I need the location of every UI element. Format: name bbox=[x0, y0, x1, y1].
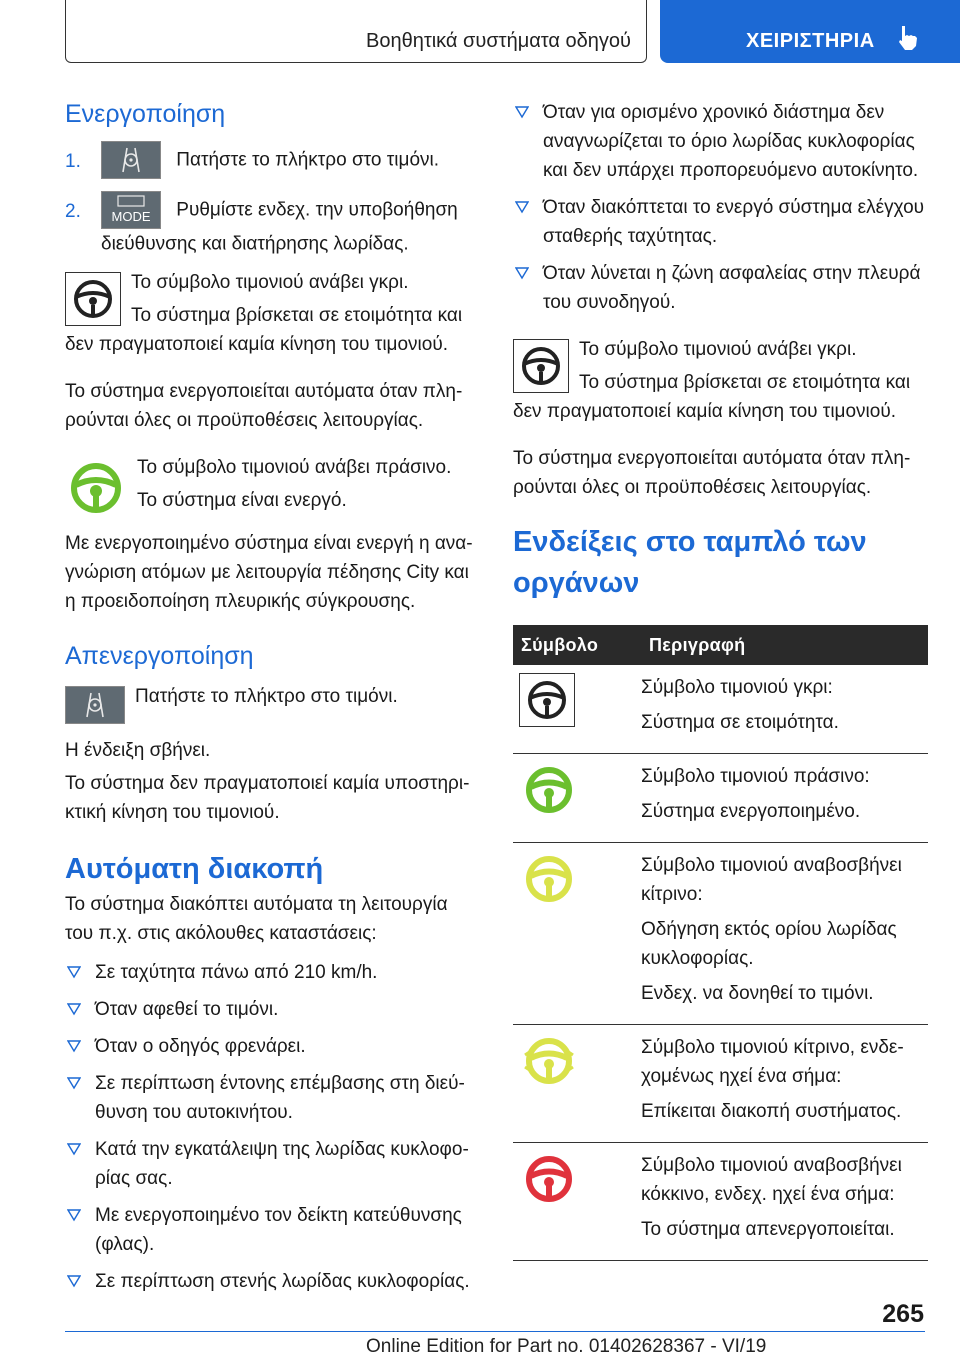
city-braking-note: Με ενεργοποιημένο σύστημα είναι ενεργή η αναγνώριση ατόμων με λειτουργία πέδησης City και η προειδοποίηση πλευρικής σύγκρουσης. bbox=[65, 532, 473, 612]
auto-stop-list bbox=[65, 958, 480, 1296]
mode-label: MODE bbox=[111, 208, 151, 224]
indicator-off-text: Η ένδειξη σβήνει. bbox=[65, 740, 211, 762]
table-header-row bbox=[513, 625, 928, 665]
bullet-triangle-icon bbox=[67, 1274, 81, 1288]
green-symbol-line1: Το σύμβολο τιμονιού ανάβει πράσινο. bbox=[137, 456, 452, 478]
green-symbol-line2: Το σύστημα είναι ενεργό. bbox=[137, 489, 347, 511]
bullet-triangle-icon bbox=[515, 266, 529, 280]
list-item: Με ενεργοποιημένο τον δείκτη κατεύθυνσης (φλας). bbox=[65, 1201, 480, 1259]
page-number: 265 bbox=[882, 1300, 924, 1328]
list-item: Όταν για ορισμένο χρονικό διάστημα δεν αναγνωρίζεται το όριο λωρίδας κυκλοφορίας και δεν υπάρχει προπορευόμενο αυτοκίνητο. bbox=[513, 98, 928, 185]
section-title: Βοηθητικά συστήματα οδηγού bbox=[366, 30, 631, 52]
steering-wheel-green-icon bbox=[65, 457, 127, 519]
grey-symbol-info bbox=[513, 335, 928, 426]
left-column bbox=[65, 98, 480, 1304]
bullet-triangle-icon bbox=[515, 105, 529, 119]
steering-wheel-grey-icon bbox=[65, 272, 121, 326]
deactivation-text: Πατήστε το πλήκτρο στο τιμόνι. bbox=[135, 686, 398, 708]
table-cell-text: Σύστημα ενεργοποιημένο. bbox=[641, 801, 861, 823]
auto-activation-text: Το σύστημα ενεργοποιείται αυτόματα όταν πληρούνται όλες οι προϋποθέσεις λειτουργίας. bbox=[513, 448, 911, 498]
auto-stop-heading: Αυτόματη διακοπή bbox=[65, 853, 324, 886]
table-row bbox=[513, 843, 928, 1025]
grey-symbol-line2: Το σύστημα βρίσκεται σε ετοιμότητα και δεν πραγματοποιεί καμία κίνηση του τιμονιού. bbox=[65, 304, 463, 355]
table-cell-text: Το σύστημα απενεργοποιείται. bbox=[641, 1219, 895, 1241]
steering-wheel-yellow-hands-icon bbox=[521, 1033, 577, 1089]
auto-stop-list-continued bbox=[513, 98, 928, 317]
auto-activation-text: Το σύστημα ενεργοποιείται αυτόματα όταν πληρούνται όλες οι προϋποθέσεις λειτουργίας. bbox=[65, 380, 463, 431]
lane-assist-button-icon bbox=[65, 686, 125, 724]
symbol-table bbox=[513, 625, 928, 1261]
instrument-display-heading: Ενδείξεις στο ταμπλό των οργάνων bbox=[513, 526, 867, 599]
no-support-text: Το σύστημα δεν πραγματοποιεί καμία υποστηρικτική κίνηση του τιμονιού. bbox=[65, 773, 470, 824]
table-row bbox=[513, 754, 928, 843]
activation-heading: Ενεργοποίηση bbox=[65, 100, 226, 128]
green-symbol-info bbox=[65, 453, 480, 515]
hand-pointer-icon bbox=[896, 24, 920, 52]
steering-wheel-green-icon bbox=[521, 762, 577, 818]
table-row bbox=[513, 1025, 928, 1143]
table-row bbox=[513, 665, 928, 754]
steering-wheel-yellow-icon bbox=[521, 851, 577, 907]
grey-symbol-line2: Το σύστημα βρίσκεται σε ετοιμότητα και δεν πραγματοποιεί καμία κίνηση του τιμονιού. bbox=[513, 372, 911, 422]
table-cell-text: Επίκειται διακοπή συστήματος. bbox=[641, 1101, 902, 1123]
list-item: Όταν ο οδηγός φρενάρει. bbox=[65, 1032, 480, 1061]
step-2-text: Ρυθμίστε ενδεχ. την υποβοήθηση διεύθυνσης και διατήρησης λωρίδας. bbox=[101, 199, 458, 254]
edition-footer: Online Edition for Part no. 01402628367 - VI/19 bbox=[366, 1336, 767, 1357]
grey-symbol-line1: Το σύμβολο τιμονιού ανάβει γκρι. bbox=[131, 271, 409, 293]
list-item: Σε περίπτωση στενής λωρίδας κυκλοφορίας. bbox=[65, 1267, 480, 1296]
bullet-triangle-icon bbox=[67, 1039, 81, 1053]
deactivation-step bbox=[65, 682, 480, 726]
bullet-triangle-icon bbox=[67, 1208, 81, 1222]
activation-step-2 bbox=[65, 191, 480, 258]
bullet-triangle-icon bbox=[67, 1002, 81, 1016]
table-row bbox=[513, 1143, 928, 1261]
controls-tab-label: ΧΕΙΡΙΣΤΗΡΙΑ bbox=[746, 30, 875, 52]
list-item: Σε ταχύτητα πάνω από 210 km/h. bbox=[65, 958, 480, 987]
list-item: Κατά την εγκατάλειψη της λωρίδας κυκλοφορίας σας. bbox=[65, 1135, 480, 1193]
list-item: Σε περίπτωση έντονης επέμβασης στη διεύθυνση του αυτοκινήτου. bbox=[65, 1069, 480, 1127]
table-cell-text: Οδήγηση εκτός ορίου λωρίδας κυκλοφορίας. bbox=[641, 919, 897, 970]
auto-stop-intro: Το σύστημα διακόπτει αυτόματα τη λειτουργία του π.χ. στις ακόλουθες καταστάσεις: bbox=[65, 894, 448, 945]
steering-wheel-grey-icon bbox=[513, 339, 569, 393]
step-number: 2. bbox=[65, 200, 81, 222]
mode-button-icon bbox=[101, 191, 161, 229]
column-header-symbol: Σύμβολο bbox=[513, 625, 641, 665]
footer-divider bbox=[65, 1331, 925, 1332]
table-cell-text: Σύμβολο τιμονιού αναβοσβήνει κόκκινο, ενδεχ. ηχεί ένα σήμα: bbox=[641, 1155, 902, 1206]
steering-wheel-red-icon bbox=[521, 1151, 577, 1207]
list-item: Όταν αφεθεί το τιμόνι. bbox=[65, 995, 480, 1024]
right-column bbox=[513, 98, 928, 1261]
deactivation-heading: Απενεργοποίηση bbox=[65, 641, 254, 670]
lane-assist-button-icon bbox=[101, 141, 161, 179]
grey-symbol-line1: Το σύμβολο τιμονιού ανάβει γκρι. bbox=[579, 339, 857, 360]
bullet-triangle-icon bbox=[515, 200, 529, 214]
grey-symbol-info bbox=[65, 268, 480, 359]
bullet-triangle-icon bbox=[67, 965, 81, 979]
controls-tab[interactable] bbox=[660, 0, 960, 63]
table-cell-text: Σύμβολο τιμονιού πράσινο: bbox=[641, 766, 870, 788]
table-cell-text: Ενδεχ. να δονηθεί το τιμόνι. bbox=[641, 983, 874, 1005]
column-header-description: Περιγραφή bbox=[641, 625, 928, 665]
activation-step-1 bbox=[65, 141, 480, 181]
step-1-text: Πατήστε το πλήκτρο στο τιμόνι. bbox=[176, 149, 440, 170]
bullet-triangle-icon bbox=[67, 1076, 81, 1090]
list-item: Όταν διακόπτεται το ενεργό σύστημα ελέγχου σταθερής ταχύτητας. bbox=[513, 193, 928, 251]
table-cell-text: Σύμβολο τιμονιού αναβοσβήνει κίτρινο: bbox=[641, 855, 902, 906]
steering-wheel-grey-icon bbox=[519, 673, 575, 727]
step-number: 1. bbox=[65, 150, 81, 172]
table-cell-text: Σύστημα σε ετοιμότητα. bbox=[641, 712, 839, 734]
table-cell-text: Σύμβολο τιμονιού κίτρινο, ενδεχομένως ηχεί ένα σήμα: bbox=[641, 1037, 904, 1088]
table-cell-text: Σύμβολο τιμονιού γκρι: bbox=[641, 677, 833, 699]
bullet-triangle-icon bbox=[67, 1142, 81, 1156]
list-item: Όταν λύνεται η ζώνη ασφαλείας στην πλευρά του συνοδηγού. bbox=[513, 259, 928, 317]
